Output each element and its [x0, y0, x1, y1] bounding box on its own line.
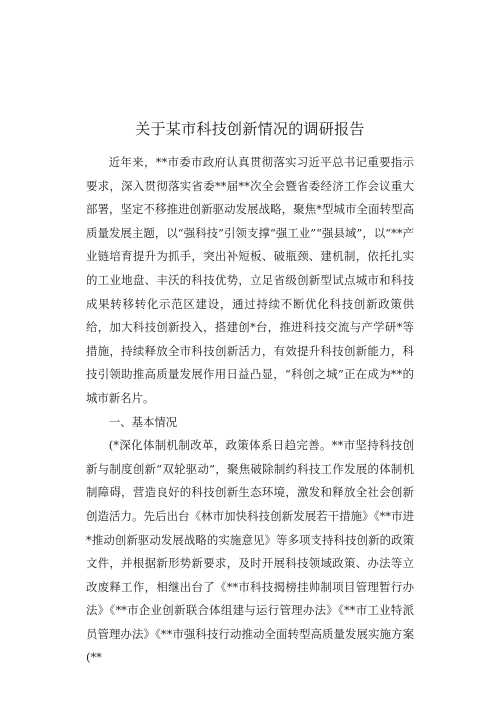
document-title: 关于某市科技创新情况的调研报告 — [135, 120, 365, 138]
section-heading: 一、基本情况 — [108, 414, 178, 429]
section-body-paragraph: (*深化体制机制改革，政策体系日趋完善。**市坚持科技创新与制度创新“双轮驱动”，聚焦破除制约科技工作发展的体制机制障碍，营造良好的科技创新生态环境，激发和释放全社会创新创造活力。先后出台《林市加快科技创新发展若干措施》《**市进*推动创新驱动发展战略的实施意见》等多项支持科技创新的政策文件，并根据新形势新要求，及时开展科技领域政策、办法等立改废释工作，相继出台了《**市科技揭榜挂帅制项目管理暂行办法》《**市企业创新联合体组建与运行管理办法》《**市工业特派员管理办法》《**市强科技行动推动全面转型高质量发展实施方案(** — [86, 438, 414, 665]
intro-paragraph: 近年来，**市委市政府认真贯彻落实习近平总书记重要指示要求，深入贯彻落实省委**届**次全会暨省委经济工作会议重大部署，坚定不移推进创新驱动发展战略，聚焦*型城市全面转型高质量发展主题，以“强科技”引领支撑“强工业”“强县域”，以“**产业链培育提升为抓手，突出补短板、破瓶颈、建机制，依托扎实的工业地盘、丰沃的科技优势，立足省级创新型试点城市和科技成果转移转化示范区建设，通过持续不断优化科技创新政策供给，加大科技创新投入，搭建创*台，推进科技交流与产学研*等措施，持续释放全市科技创新活力，有效提升科技创新能力，科技引领助推高质量发展作用日益凸显，“科创之城”正在成为**的城市新名片。 — [86, 155, 414, 405]
